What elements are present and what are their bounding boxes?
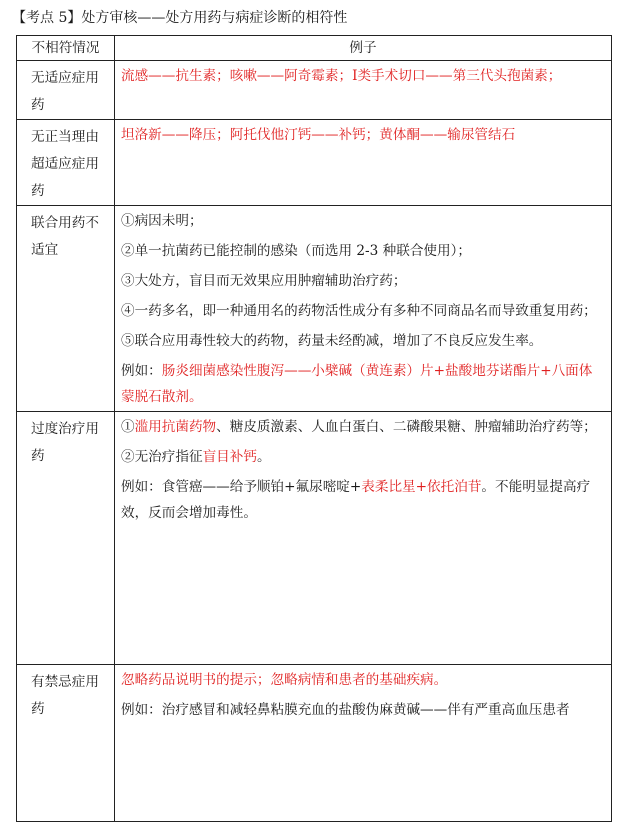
row-examples — [115, 61, 612, 120]
row-label: 有禁忌症用药 — [17, 665, 115, 822]
page-title: 【考点 5】处方审核——处方用药与病症诊断的相符性 — [12, 10, 348, 26]
table-row — [17, 206, 612, 412]
prescription-mismatch-table — [16, 35, 612, 822]
body-text: 例如：治疗感冒和减轻鼻粘膜充血的盐酸伪麻黄碱——伴有严重高血压患者 — [121, 702, 570, 718]
body-text: ②单一抗菌药已能控制的感染（而选用 2-3 种联合使用）； — [121, 243, 471, 259]
body-text: 。 — [256, 449, 271, 465]
example-line — [121, 667, 605, 693]
highlighted-text: 流感——抗生素；咳嗽——阿奇霉素；Ⅰ类手术切口——第三代头孢菌素； — [121, 68, 562, 84]
body-text: ⑤联合应用毒性较大的药物，药量未经酌减，增加了不良反应发生率。 — [121, 333, 543, 349]
highlighted-text: 肠炎细菌感染性腹泻——小檗碱（黄连素）片+盐酸地芬诺酯片+八面体蒙脱石散剂。 — [121, 363, 593, 405]
row-label: 联合用药不适宜 — [17, 206, 115, 412]
row-examples — [115, 206, 612, 412]
body-text: 、糖皮质激素、人血白蛋白、二磷酸果糖、肿瘤辅助治疗药等； — [216, 419, 597, 435]
example-line — [121, 328, 605, 354]
table-row — [17, 665, 612, 822]
table-row — [17, 120, 612, 206]
table-row — [17, 61, 612, 120]
row-label: 无适应症用药 — [17, 61, 115, 120]
highlighted-text: 坦洛新——降压；阿托伐他汀钙——补钙；黄体酮——输尿管结石 — [121, 127, 516, 143]
example-line — [121, 697, 605, 723]
example-line — [121, 238, 605, 264]
header-mismatch-type: 不相符情况 — [17, 36, 115, 61]
example-line — [121, 444, 605, 470]
example-line — [121, 63, 605, 89]
body-text: 例如：食管癌——给予顺铂+氟尿嘧啶+ — [121, 479, 362, 495]
body-text: ① — [121, 419, 135, 435]
body-text: ③大处方，盲目而无效果应用肿瘤辅助治疗药； — [121, 273, 407, 289]
row-examples — [115, 120, 612, 206]
body-text: ②无治疗指征 — [121, 449, 203, 465]
example-line — [121, 208, 605, 234]
highlighted-text: 忽略药品说明书的提示；忽略病情和患者的基础疾病。 — [121, 672, 448, 688]
row-label: 过度治疗用药 — [17, 412, 115, 665]
header-examples: 例子 — [115, 36, 612, 61]
body-text: 。不能明显提高疗效，反而会增加毒性。 — [121, 479, 591, 521]
highlighted-text: 盲目补钙 — [202, 449, 257, 465]
row-examples — [115, 412, 612, 665]
highlighted-text: 表柔比星+依托泊苷 — [361, 479, 482, 495]
row-examples — [115, 665, 612, 822]
table-row — [17, 412, 612, 665]
example-line — [121, 414, 605, 440]
example-line — [121, 122, 605, 148]
example-line — [121, 268, 605, 294]
body-text: 例如： — [121, 363, 162, 379]
row-label: 无正当理由超适应症用药 — [17, 120, 115, 206]
body-text: ④一药多名，即一种通用名的药物活性成分有多种不同商品名而导致重复用药； — [121, 303, 597, 319]
example-line — [121, 474, 605, 526]
body-text: ①病因未明； — [121, 213, 203, 229]
table-header-row — [17, 36, 612, 61]
example-line — [121, 358, 605, 410]
example-line — [121, 298, 605, 324]
highlighted-text: 滥用抗菌药物 — [134, 419, 217, 435]
